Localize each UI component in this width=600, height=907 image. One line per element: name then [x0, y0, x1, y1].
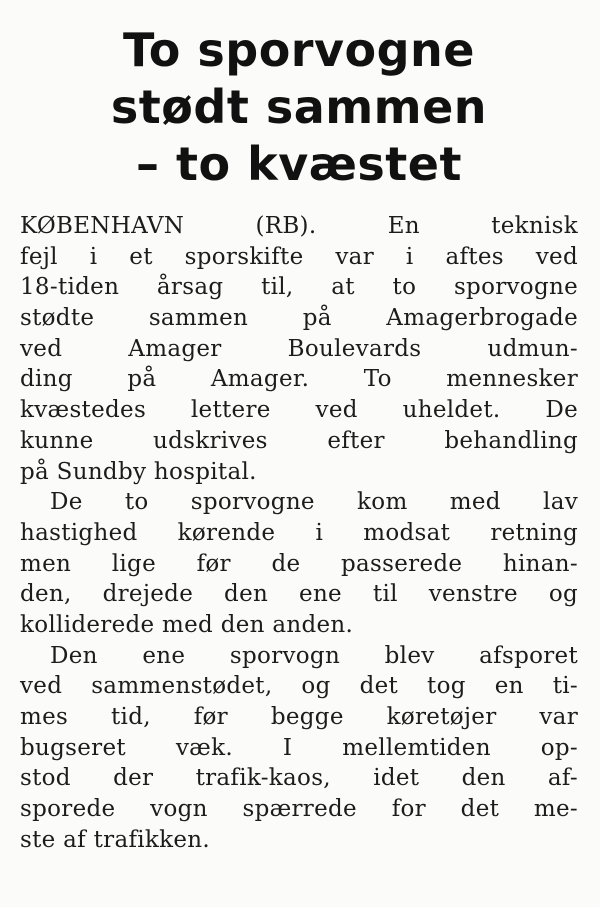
headline: [20, 22, 578, 193]
text-line: ste af trafikken.: [20, 826, 211, 853]
text-line: kunne udskrives efter behandling: [20, 427, 578, 454]
text-line: den, drejede den ene til venstre og: [20, 581, 578, 608]
text-line: kolliderede med den anden.: [20, 611, 354, 638]
text-line: ved Amager Boulevards udmun-: [20, 335, 578, 362]
text-line: De to sporvogne kom med lav: [50, 489, 578, 516]
headline-line-3: – to kvæstet: [136, 137, 462, 191]
text-line: bugseret væk. I mellemtiden op-: [20, 734, 578, 761]
text-line: Den ene sporvogn blev afsporet: [50, 642, 578, 669]
paragraph-1: [20, 211, 578, 487]
text-line: kvæstedes lettere ved uheldet. De: [20, 397, 578, 424]
text-line: sporede vogn spærrede for det me-: [20, 796, 578, 823]
text-line: 18-tiden årsag til, at to sporvogne: [20, 274, 578, 301]
text-line: ding på Amager. To mennesker: [20, 366, 578, 393]
text-line: stod der trafik-kaos, idet den af-: [20, 765, 578, 792]
headline-line-2: stødt sammen: [110, 80, 488, 134]
headline-line-1: To sporvogne: [123, 23, 475, 77]
text-line: men lige før de passerede hinan-: [20, 550, 578, 577]
paragraph-2: [20, 487, 578, 640]
text-line: stødte sammen på Amagerbrogade: [20, 305, 578, 332]
text-line: KØBENHAVN (RB). En teknisk: [20, 213, 578, 239]
text-line: fejl i et sporskifte var i aftes ved: [20, 243, 578, 270]
text-line: på Sundby hospital.: [20, 458, 257, 485]
paragraph-3: [20, 641, 578, 856]
text-line: mes tid, før begge køretøjer var: [20, 704, 578, 730]
text-line: hastighed kørende i modsat retning: [20, 519, 578, 546]
text-line: ved sammenstødet, og det tog en ti-: [20, 673, 578, 700]
article-body: [20, 211, 578, 855]
